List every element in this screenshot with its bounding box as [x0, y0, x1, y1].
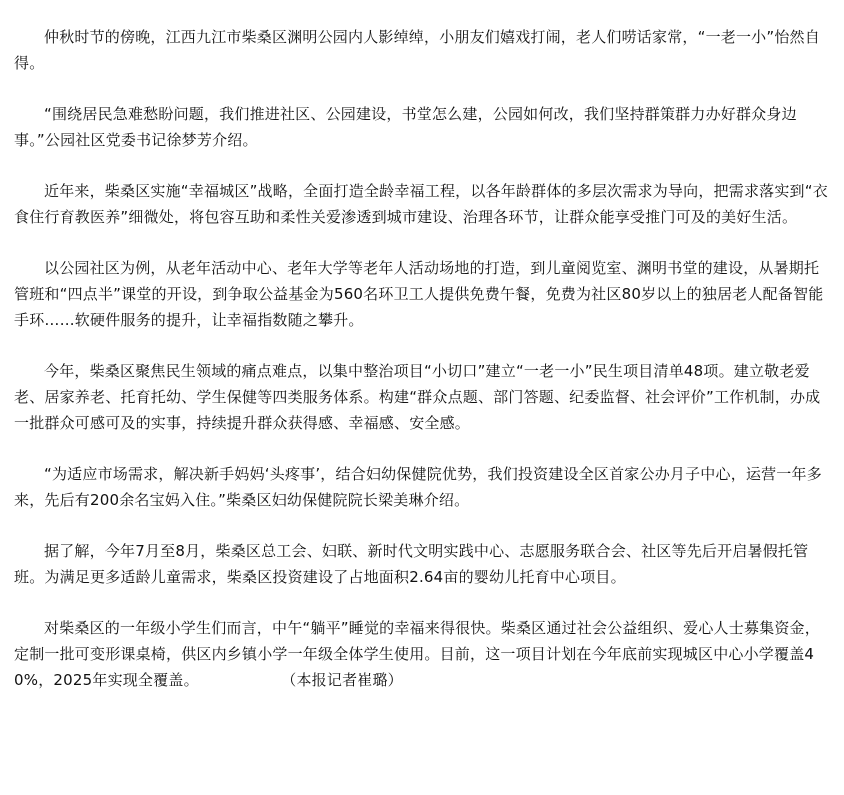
paragraph-6: “为适应市场需求，解决新手妈妈‘头疼事’，结合妇幼保健院优势，我们投资建设全区首家公办月子中心，运营一年多来，先后有200余名宝妈入住。”柴桑区妇幼保健院院长梁美琳介绍。 [14, 465, 822, 509]
paragraph-5: 今年，柴桑区聚焦民生领域的痛点难点，以集中整治项目“小切口”建立“一老一小”民生项目清单48项。建立敬老爱老、居家养老、托育托幼、学生保健等四类服务体系。构建“群众点题、部门答题、纪委监督、社会评价”工作机制，办成一批群众可感可及的实事，持续提升群众获得感、幸福感、安全感。 [14, 362, 821, 432]
paragraph-4: 以公园社区为例，从老年活动中心、老年大学等老年人活动场地的打造，到儿童阅览室、渊明书堂的建设，从暑期托管班和“四点半”课堂的开设，到争取公益基金为560名环卫工人提供免费午餐，免费为社区80岁以上的独居老人配备智能手环……软硬件服务的提升，让幸福指数随之攀升。 [14, 259, 824, 329]
paragraph-2: “围绕居民急难愁盼问题，我们推进社区、公园建设，书堂怎么建，公园如何改，我们坚持群策群力办好群众身边事。”公园社区党委书记徐梦芳介绍。 [14, 105, 797, 149]
paragraph-8 [14, 615, 830, 693]
paragraph-8-text: 对柴桑区的一年级小学生们而言，中午“躺平”睡觉的幸福来得很快。柴桑区通过社会公益组织、爱心人士募集资金，定制一批可变形课桌椅，供区内乡镇小学一年级全体学生使用。目前，这一项目计划在今年底前实现城区中心小学覆盖40%，2025年实现全覆盖。 [14, 619, 820, 689]
paragraph-7: 据了解，今年7月至8月，柴桑区总工会、妇联、新时代文明实践中心、志愿服务联合会、社区等先后开启暑假托管班。为满足更多适龄儿童需求，柴桑区投资建设了占地面积2.64亩的婴幼儿托育中心项目。 [14, 542, 809, 586]
paragraph-3: 近年来，柴桑区实施“幸福城区”战略，全面打造全龄幸福工程，以各年龄群体的多层次需求为导向，把需求落实到“衣食住行育教医养”细微处，将包容互助和柔性关爱渗透到城市建设、治理各环节，让群众能享受推门可及的美好生活。 [14, 182, 828, 226]
byline: （本报记者崔璐） [288, 671, 403, 689]
paragraph-1: 仲秋时节的傍晚，江西九江市柴桑区渊明公园内人影绰绰，小朋友们嬉戏打闹，老人们唠话家常，“一老一小”怡然自得。 [14, 28, 820, 72]
